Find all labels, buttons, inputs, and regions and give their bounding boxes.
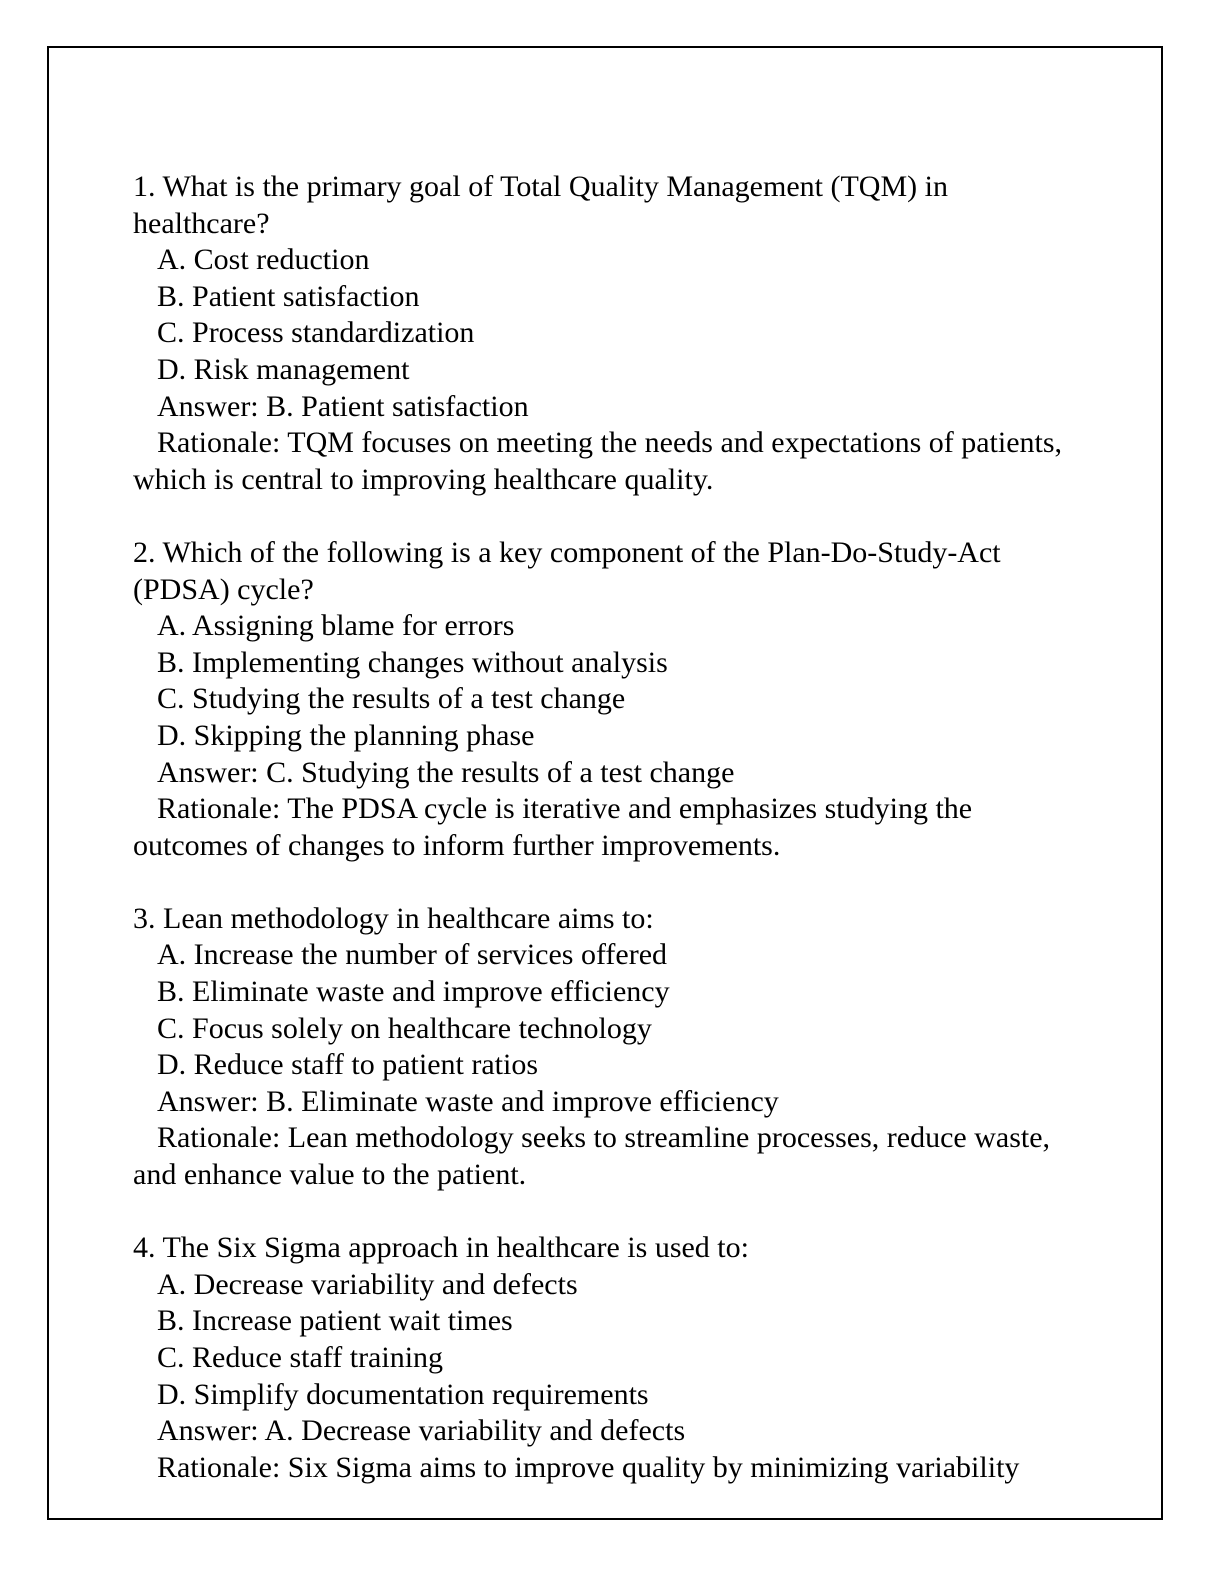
question-4-option-a: A. Decrease variability and defects (157, 1267, 578, 1301)
question-3-option-b: B. Eliminate waste and improve efficiency (157, 975, 670, 1009)
question-3-stem (133, 901, 1073, 938)
question-1-number: 1. (133, 170, 156, 203)
question-3-option-d: D. Reduce staff to patient ratios (157, 1048, 539, 1082)
question-4-option-c: C. Reduce staff training (157, 1341, 444, 1374)
question-3 (133, 901, 1073, 1194)
question-1-option-b: B. Patient satisfaction (157, 279, 420, 313)
question-4-number: 4. (133, 1231, 156, 1265)
question-1-rationale: Rationale: TQM focuses on meeting the needs and expectations of patients, which is central to improving healthcare quality. (133, 426, 1063, 496)
question-1-option-a: A. Cost reduction (157, 243, 370, 277)
question-4-text: The Six Sigma approach in healthcare is used to: (162, 1231, 749, 1265)
question-3-rationale: Rationale: Lean methodology seeks to streamline processes, reduce waste, and enhance value to the patient. (133, 1121, 1051, 1192)
question-1-option-d: D. Risk management (157, 352, 410, 386)
question-4-option-d: D. Simplify documentation requirements (157, 1377, 649, 1411)
question-2-rationale: Rationale: The PDSA cycle is iterative and emphasizes studying the outcomes of changes to inform further improvements. (133, 792, 973, 862)
question-2-option-a: A. Assigning blame for errors (157, 609, 515, 643)
question-1-text: What is the primary goal of Total Quality Management (TQM) in healthcare? (133, 170, 948, 240)
question-3-option-c: C. Focus solely on healthcare technology (157, 1011, 652, 1045)
question-2-answer: Answer: C. Studying the results of a test change (157, 755, 735, 789)
question-1-answer: Answer: B. Patient satisfaction (157, 389, 529, 423)
question-list (133, 169, 1073, 1523)
question-2-option-b: B. Implementing changes without analysis (157, 645, 668, 679)
question-1-option-c: C. Process standardization (157, 316, 475, 350)
question-2-stem (133, 535, 1073, 608)
question-1-stem (133, 169, 1073, 242)
question-4-answer: Answer: A. Decrease variability and defects (157, 1414, 686, 1448)
question-3-text: Lean methodology in healthcare aims to: (163, 901, 654, 935)
question-3-option-a: A. Increase the number of services offered (157, 938, 668, 972)
question-2-option-c: C. Studying the results of a test change (157, 682, 626, 716)
question-4-rationale: Rationale: Six Sigma aims to improve quality by minimizing variability (157, 1450, 1020, 1484)
question-3-answer: Answer: B. Eliminate waste and improve efficiency (157, 1084, 779, 1118)
question-1 (133, 169, 1073, 498)
question-2 (133, 535, 1073, 864)
question-4-stem (133, 1230, 1073, 1267)
question-2-option-d: D. Skipping the planning phase (157, 718, 535, 752)
question-4-option-b: B. Increase patient wait times (157, 1304, 513, 1338)
question-4 (133, 1230, 1073, 1486)
question-3-number: 3. (133, 901, 156, 935)
question-2-number: 2. (133, 535, 156, 569)
question-2-text: Which of the following is a key component of the Plan-Do-Study-Act (PDSA) cycle? (133, 535, 1001, 606)
